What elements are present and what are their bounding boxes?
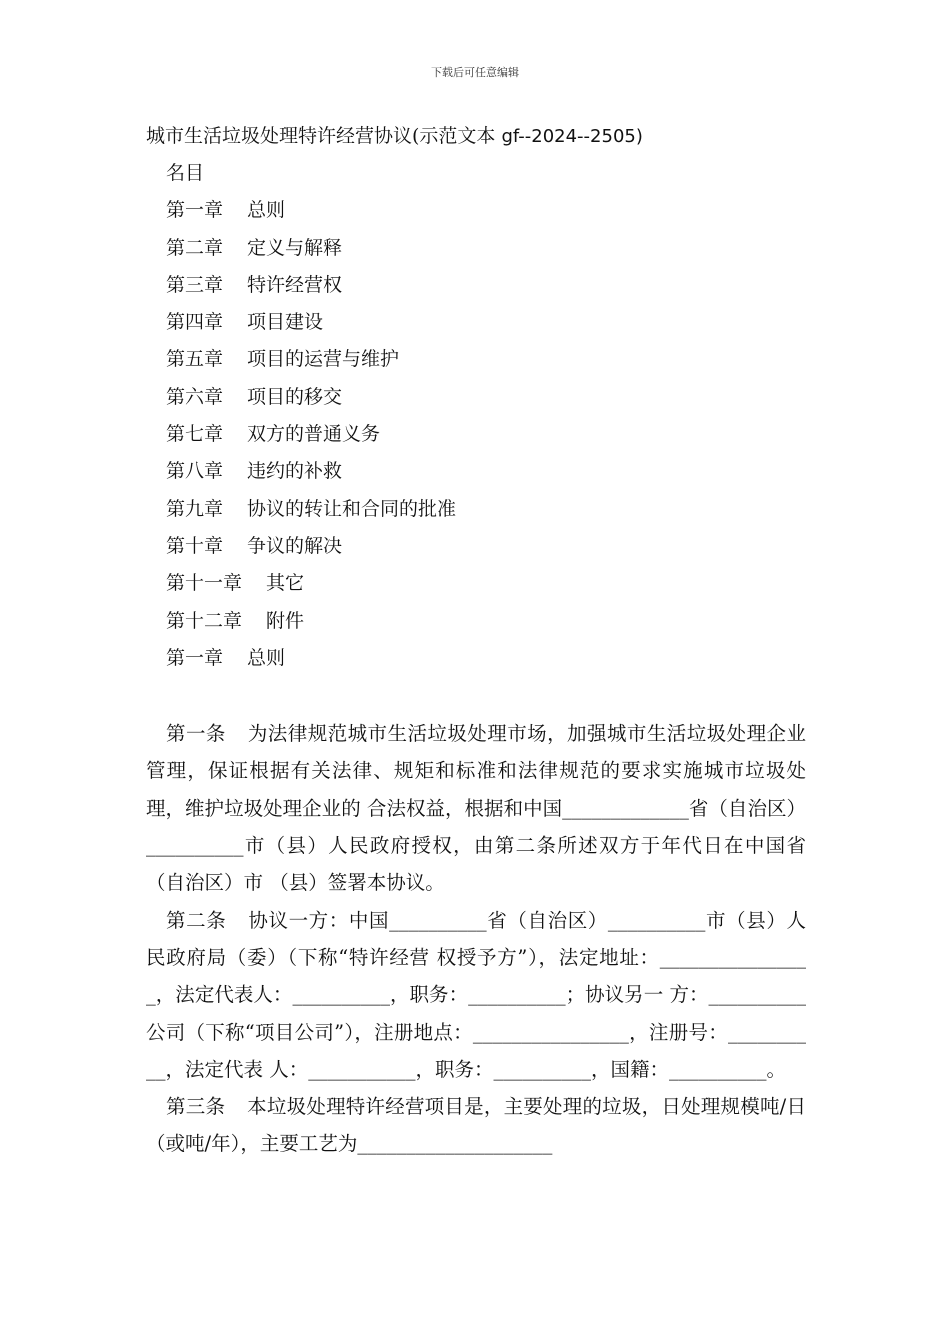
article-text: 为法律规范城市生活垃圾处理市场，加强城市生活垃圾处理企业管理，保证根据有关法律、规矩和标准和法律规范的要求实施城市垃圾处理，维护垃圾处理企业的 合法权益，根据和中国_____________省（自治区）__________市（县）人民政府授权，由第二条所述双方于年代日在中国省（自治区）市 （县）签署本协议。 <box>146 722 806 895</box>
toc-item <box>146 230 806 267</box>
toc-chapter-title: 双方的普通义务 <box>247 423 381 446</box>
toc-item <box>146 341 806 378</box>
toc-chapter-num: 第六章 <box>166 385 224 408</box>
article-3 <box>146 1088 806 1163</box>
toc-chapter-num: 第八章 <box>166 460 224 483</box>
toc-chapter-title: 项目的移交 <box>247 385 343 408</box>
toc-chapter-title: 总则 <box>247 199 286 222</box>
chapter-title: 总则 <box>247 646 286 669</box>
toc-chapter-title: 违约的补救 <box>247 460 343 483</box>
article-1 <box>146 715 806 901</box>
toc-chapter-title: 附件 <box>266 609 305 632</box>
chapter-num: 第一章 <box>166 646 224 669</box>
toc-chapter-num: 第十章 <box>166 534 224 557</box>
toc-chapter-title: 项目建设 <box>247 311 324 334</box>
toc-chapter-num: 第三章 <box>166 273 224 296</box>
title-code: gf--2024--2505) <box>501 126 643 147</box>
toc-chapter-num: 第七章 <box>166 423 224 446</box>
toc-item <box>146 192 806 229</box>
toc-heading: 名目 <box>166 162 205 184</box>
chapter-heading <box>146 640 806 677</box>
document-body <box>146 118 806 1163</box>
toc-chapter-title: 其它 <box>266 572 305 595</box>
toc-item <box>146 453 806 490</box>
toc-item <box>146 491 806 528</box>
toc-item <box>146 304 806 341</box>
article-num: 第一条 <box>166 722 226 746</box>
toc-item <box>146 528 806 565</box>
article-text: 协议一方：中国__________省（自治区）__________市（县）人民政府局（委）（下称“特许经营 权授予方”），法定地址：________________，法定代表人：__________，职务：__________；协议另一 方：__________公司（下称“项目公司”），注册地点：________________，注册号：__________，法定代表 人：___________，职务：__________，国籍：__________。 <box>146 908 806 1081</box>
toc-item <box>146 416 806 453</box>
toc-chapter-num: 第五章 <box>166 348 224 371</box>
table-of-contents <box>146 192 806 640</box>
document-title <box>146 118 806 155</box>
toc-chapter-title: 协议的转让和合同的批准 <box>247 497 457 520</box>
toc-item <box>146 379 806 416</box>
toc-chapter-num: 第二章 <box>166 236 224 259</box>
toc-chapter-num: 第四章 <box>166 311 224 334</box>
article-num: 第二条 <box>166 908 227 932</box>
toc-chapter-num: 第一章 <box>166 199 224 222</box>
toc-chapter-num: 第十一章 <box>166 572 243 595</box>
toc-item <box>146 267 806 304</box>
toc-chapter-num: 第九章 <box>166 497 224 520</box>
article-2 <box>146 902 806 1088</box>
toc-item <box>146 565 806 602</box>
toc-chapter-title: 争议的解决 <box>247 534 343 557</box>
toc-chapter-title: 定义与解释 <box>247 236 343 259</box>
article-text: 本垃圾处理特许经营项目是，主要处理的垃圾，日处理规模吨/日（或吨/年），主要工艺为____________________ <box>146 1095 806 1156</box>
toc-item <box>146 603 806 640</box>
toc-chapter-title: 特许经营权 <box>247 273 343 296</box>
title-text: 城市生活垃圾处理特许经营协议(示范文本 <box>146 125 502 147</box>
toc-chapter-title: 项目的运营与维护 <box>247 348 400 371</box>
page-header-note: 下载后可任意编辑 <box>431 66 519 79</box>
toc-chapter-num: 第十二章 <box>166 609 243 632</box>
article-num: 第三条 <box>166 1095 226 1119</box>
